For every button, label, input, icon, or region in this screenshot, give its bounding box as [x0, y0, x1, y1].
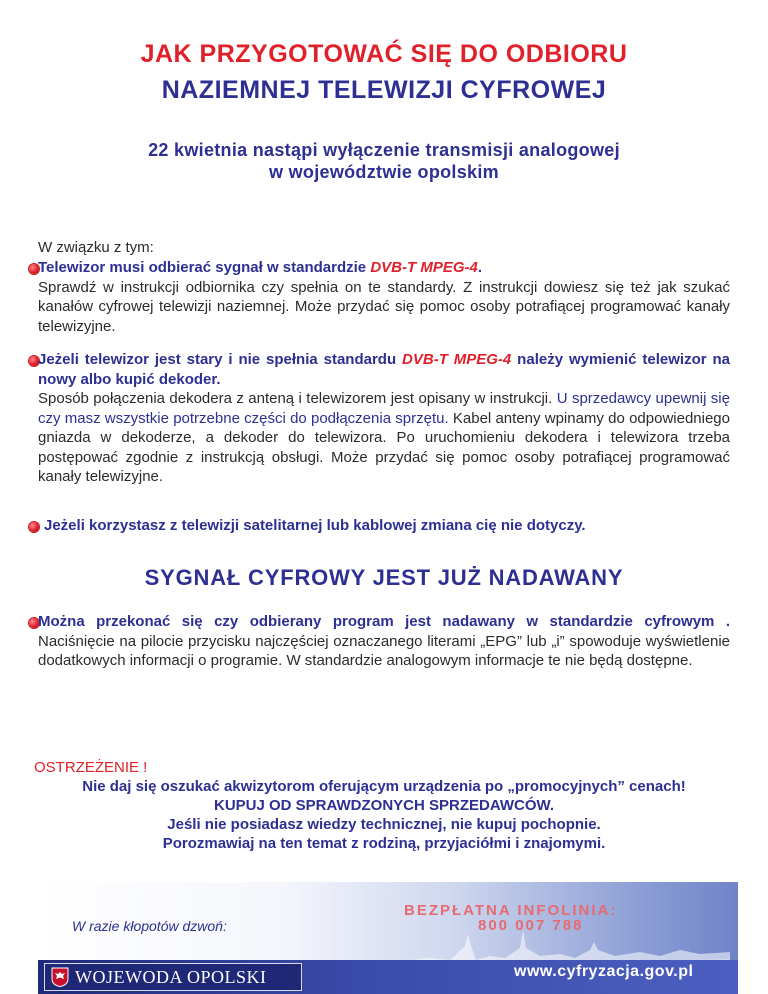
title-line-2: NAZIEMNEJ TELEWIZJI CYFROWEJ — [161, 76, 607, 104]
subtitle-line-2: w województwie opolskim — [269, 162, 499, 182]
item-2-text-a: Sposób połączenia dekodera z anteną i telewizorem jest opisany w instrukcji. — [38, 390, 553, 407]
item-2-text-blue: U sprzedawcy upewnij się czy masz wszystkie potrzebne części do podłączenia sprzętu. — [38, 390, 730, 427]
item-1 — [38, 258, 730, 336]
item-1-standard: DVB-T MPEG-4 — [370, 259, 478, 276]
bullet-icon — [29, 522, 39, 532]
authority-name: WOJEWODA OPOLSKI — [75, 967, 267, 987]
item-1-lead: Telewizor musi odbierać sygnał w standardzie — [38, 259, 371, 276]
section-heading: SYGNAŁ CYFROWY JEST JUŻ NADAWANY — [144, 565, 624, 590]
title-line-1: JAK PRZYGOTOWAĆ SIĘ DO ODBIORU — [140, 40, 628, 68]
section-2-lead: Można przekonać się czy odbierany program jest nadawany w standardzie cyfrowym . — [38, 613, 730, 630]
item-2-text-b: Kabel anteny wpinamy do odpowiedniego gniazda w dekoderze, a dekoder do telewizora. Po uruchomieniu dekodera i telewizora trzeba postępować zgodnie z instrukcją obsługi. Może przydać się pomoc osoby potrafiącej programować kanały telewizyjne. — [38, 409, 730, 485]
eagle-emblem-icon — [51, 967, 69, 987]
item-2-standard: DVB-T MPEG-4 — [402, 351, 512, 368]
item-2-lead-a: Jeżeli telewizor jest stary i nie spełnia standardu — [38, 351, 403, 368]
section-2-body: Naciśnięcie na pilocie przycisku najczęściej oznaczanego literami „EPG” lub „i” spowoduje wyświetlenie dodatkowych informacji o programie. W standardzie analogowym informacje te nie będą dostępne. — [38, 632, 730, 669]
item-2-lead-b: należy wymienić telewizor na nowy albo kupić dekoder. — [38, 351, 730, 388]
website-link[interactable]: www.cyfryzacja.gov.pl — [514, 963, 694, 980]
warning-line-3: Jeśli nie posiadasz wiedzy technicznej, nie kupuj pochopnie. — [167, 816, 601, 833]
section-2-text — [38, 612, 730, 671]
infoline-label: BEZPŁATNA INFOLINIA: — [404, 902, 618, 919]
item-1-lead-end: . — [477, 259, 483, 276]
item-1-text: Sprawdź w instrukcji odbiornika czy spełnia on te standardy. Z instrukcji dowiesz się też jak szukać kanałów cyfrowej telewizji naziemnej. Może przydać się pomoc osoby potrafiącej programować kanały telewizyjne. — [38, 278, 730, 335]
authority-badge — [44, 963, 302, 991]
subtitle-line-1: 22 kwietnia nastąpi wyłączenie transmisji analogowej — [148, 140, 620, 160]
item-2 — [38, 350, 730, 487]
warning-line-1: Nie daj się oszukać akwizytorom oferującym urządzenia po „promocyjnych” cenach! — [82, 778, 686, 795]
intro-text: W związku z tym: — [38, 239, 154, 256]
item-3: Jeżeli korzystasz z telewizji satelitarnej lub kablowej zmiana cię nie dotyczy. — [44, 517, 586, 534]
infoline-phone: 800 007 788 — [478, 917, 584, 934]
warning-line-4: Porozmawiaj na ten temat z rodziną, przyjaciółmi i znajomymi. — [162, 835, 606, 852]
warning-label: OSTRZEŻENIE ! — [34, 759, 148, 776]
call-text: W razie kłopotów dzwoń: — [72, 918, 227, 934]
warning-line-2: KUPUJ OD SPRAWDZONYCH SPRZEDAWCÓW. — [213, 797, 555, 814]
